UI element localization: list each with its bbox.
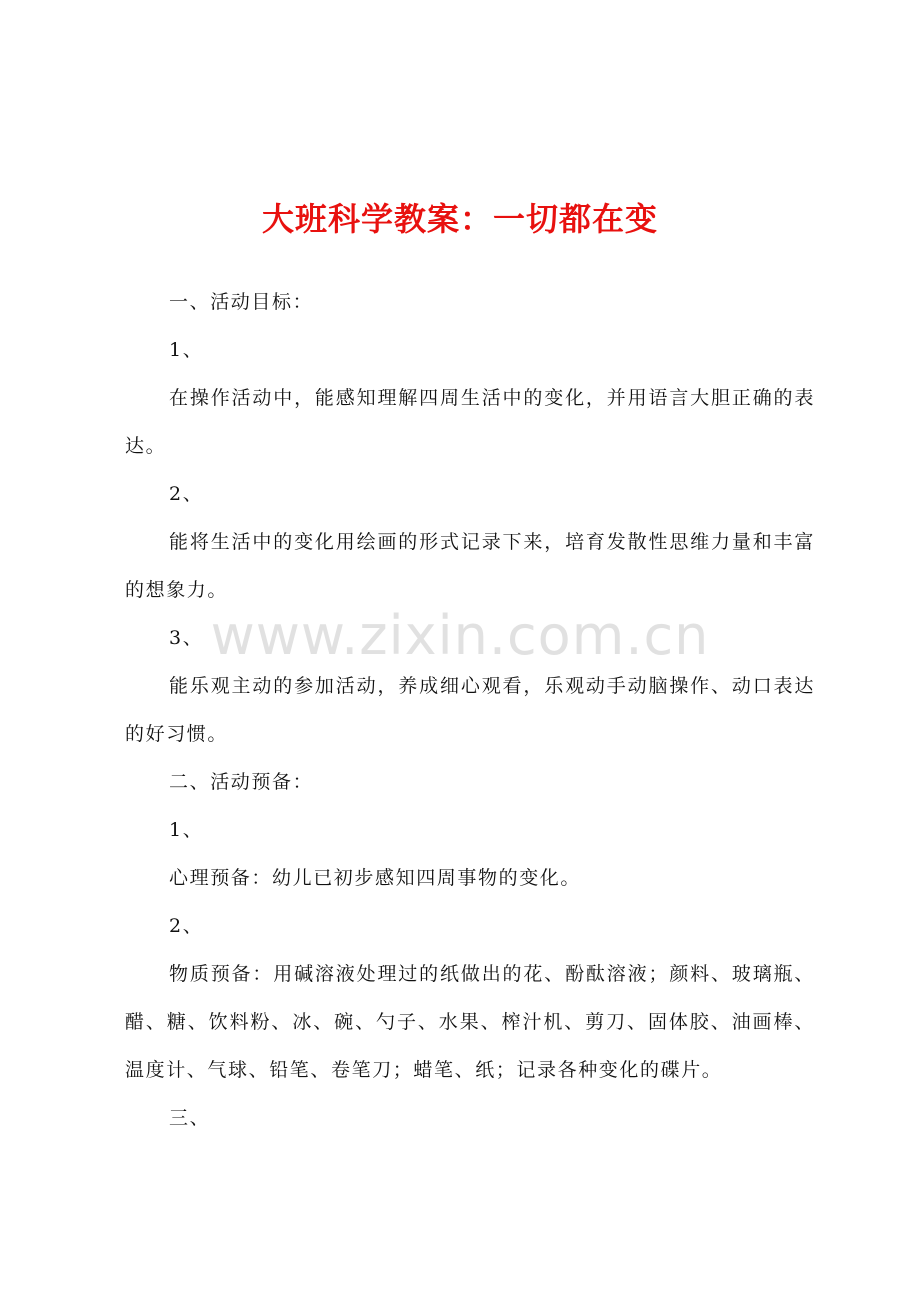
document-title: 大班科学教案：一切都在变 <box>261 200 658 238</box>
list-number: 2、 <box>169 483 204 505</box>
paragraph: 心理预备：幼儿已初步感知四周事物的变化。 <box>169 867 582 889</box>
paragraph: 物质预备：用碱溶液处理过的纸做出的花、酚酞溶液；颜料、玻璃瓶、醋、糖、饮料粉、冰、碗、勺子、水果、榨汁机、剪刀、固体胶、油画棒、温度计、气球、铅笔、卷笔刀；蜡笔、纸；记录各种变化的碟片。 <box>125 963 815 1081</box>
document-body <box>125 278 815 1142</box>
paragraph: 在操作活动中，能感知理解四周生活中的变化，并用语言大胆正确的表达。 <box>125 387 815 457</box>
list-number: 3、 <box>169 627 204 649</box>
paragraph: 能将生活中的变化用绘画的形式记录下来，培育发散性思维力量和丰富的想象力。 <box>125 531 815 601</box>
list-number: 1、 <box>169 339 204 361</box>
paragraph: 能乐观主动的参加活动，养成细心观看，乐观动手动脑操作、动口表达的好习惯。 <box>125 675 815 745</box>
list-number: 1、 <box>169 819 204 841</box>
watermark: www.zixin.com.cn <box>210 604 710 667</box>
section-heading-preparation: 二、活动预备： <box>169 771 314 793</box>
section-heading-three: 三、 <box>169 1107 211 1129</box>
list-number: 2、 <box>169 915 204 937</box>
section-heading-goals: 一、活动目标： <box>169 291 314 313</box>
